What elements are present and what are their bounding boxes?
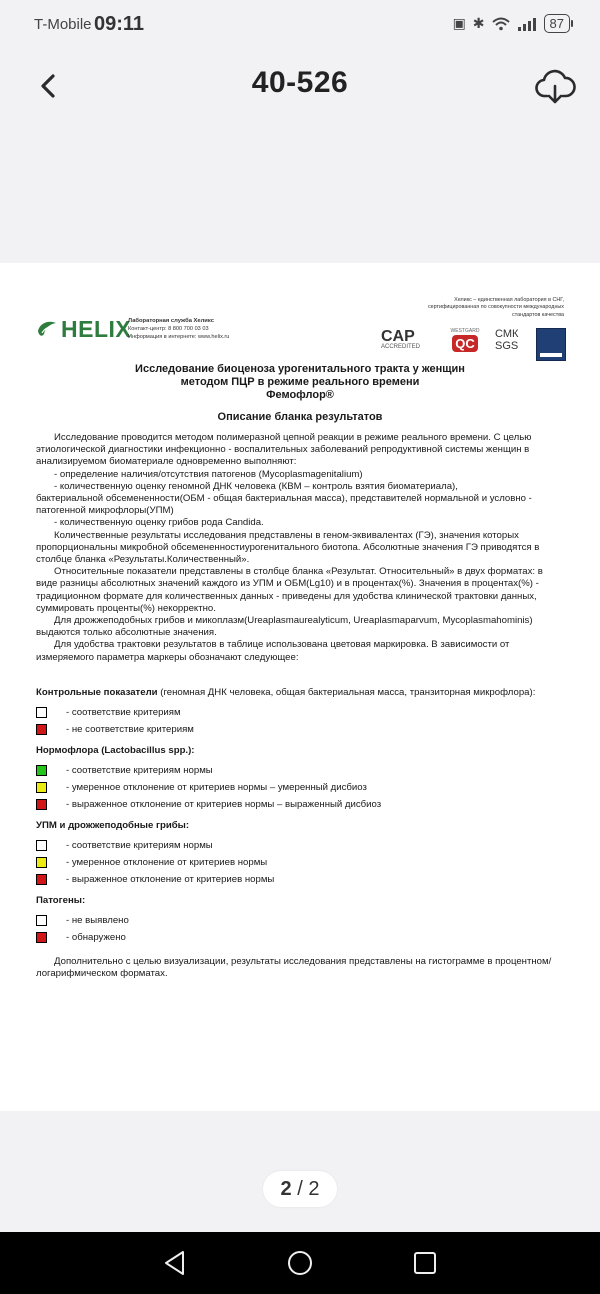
westgard-qc-badge: WESTGARD QC [450,328,480,351]
paragraph: Исследование проводится методом полимеразной цепной реакции в режиме реального времени. С целью этиологической диагностики инфекционно - воспалительных заболеваний репродуктивной системы женщин в анализируемом биоматериале одновременно выполняют: [36,432,532,468]
nav-back-icon[interactable] [161,1249,189,1277]
nav-home-icon[interactable] [286,1249,314,1277]
app-header [0,56,600,116]
status-bar [0,0,600,48]
clock: 09:11 [94,13,145,35]
signal-icon [517,17,537,31]
marker-red [36,799,47,810]
cmk-sgs-badge: СМК SGS [495,328,519,352]
legend-item: - выраженное отклонение от критериев нормы [36,871,562,888]
helix-leaf-icon [36,319,58,339]
marker-red [36,932,47,943]
legend-item: - не выявлено [36,912,562,929]
cap-badge: CAP ACCREDITED [381,328,421,350]
legend-group-normoflora: Нормофлора (Lactobacillus spp.): - соответствие критериям нормы - умеренное отклонение от критериев нормы – умеренный дисбиоз - выраженное отклонение от критериев нормы – выраженный дисбиоз [36,745,562,813]
marker-red [36,724,47,735]
final-paragraph: Дополнительно с целью визуализации, результаты исследования представлены на гистограмме в процентном/логарифмическом форматах. [36,956,552,980]
battery-indicator: 87 [544,14,570,33]
paragraph: Для дрожжеподобных грибов и микоплазм(Ureaplasmaurealyticum, Ureaplasmaparvum, Mycoplasmahominis) выдаются только абсолютные значения. [36,615,533,639]
color-legend [36,687,562,953]
nav-recents-icon[interactable] [411,1249,439,1277]
lab-website: Информация в интернете: www.helix.ru [128,334,230,340]
carrier-label: T-Mobile [34,16,92,33]
marker-green [36,765,47,776]
document-title: Исследование биоценоза урогенитального тракта у женщин методом ПЦР в режиме реального времени Фемофлор® [135,363,465,401]
wifi-icon [492,17,510,31]
marker-white [36,915,47,926]
cloud-download-icon[interactable] [534,66,576,108]
legend-item: - не соответствие критериям [36,721,562,738]
logo-text: HELIX [61,315,132,342]
legend-item: - соответствие критериям нормы [36,762,562,779]
paragraph: - количественную оценку грибов рода Candida. [54,517,264,529]
system-nav-bar [0,1232,600,1294]
legend-group-pathogens: Патогены: - не выявлено - обнаружено [36,895,562,946]
legend-group-upm: УПМ и дрожжеподобные грибы: - соответствие критериям нормы - умеренное отклонение от критериев нормы - выраженное отклонение от критериев нормы [36,820,562,888]
document-page [0,263,600,1111]
paragraph: бактериальной обсемененности(ОБМ - общая бактериальная масса), представителей нормальной и условно - патогенной микрофлоры(УПМ) [36,493,532,517]
marker-white [36,840,47,851]
helix-logo [36,316,136,342]
paragraph: Количественные результаты исследования представлены в геном-эквивалентах (ГЭ), значения которых пропорциональны микробной обсемененностиурогенитального биотопа. Абсолютные значения ГЭ приводятся в столбце бланка «Результаты.Количественный». [36,529,540,566]
marker-red [36,874,47,885]
legend-item: - выраженное отклонение от критериев нормы – выраженный дисбиоз [36,796,562,813]
bluetooth-icon: ✱ [472,15,485,31]
legend-item: - умеренное отклонение от критериев нормы [36,854,562,871]
lab-info [128,317,229,341]
paragraph: Относительные показатели представлены в столбце бланка «Результат. Относительный» в двух форматах: в виде разницы абсолютных значений каждого из УПМ и ОБМ(Lg10) и в процентах(%). Значения в процентах(%) - традиционном формате для количественных данных - приведены для удобства клинической трактовки данных, суммировать проценты(%) некорректно. [36,566,543,614]
paragraph: Для удобства трактовки результатов в таблице использована цветовая маркировка. В зависимости от измеряемого параметра маркеры обозначают следующее: [36,639,510,663]
legend-item: - соответствие критериям [36,704,562,721]
iso-badge [536,328,566,361]
document-subtitle: Описание бланка результатов [217,411,383,423]
certification-text: Хеликс – единственная лаборатория в СНГ, сертифицированная по совокупности международных стандартов качества [427,297,564,318]
marker-yellow [36,782,47,793]
nfc-icon: ▣ [452,15,466,31]
legend-item: - обнаружено [36,929,562,946]
marker-white [36,707,47,718]
paragraph: - количественную оценку геномной ДНК человека (КВМ – контроль взятия биоматериала), [54,480,458,492]
page-indicator: 2 / 2 [263,1171,337,1207]
description-text [36,432,562,664]
status-icons [453,14,570,33]
paragraph: - определение наличия/отсутствия патогенов (Mycoplasmagenitalium) [54,468,363,480]
lab-phone: Контакт-центр: 8 800 700 03 03 [128,326,209,332]
page-title: 40-526 [251,66,349,99]
legend-item: - умеренное отклонение от критериев нормы – умеренный дисбиоз [36,779,562,796]
legend-item: - соответствие критериям нормы [36,837,562,854]
lab-name: Лабораторная служба Хеликс [128,318,214,324]
certification-badges [381,328,566,360]
legend-group-control: Контрольные показатели (геномная ДНК человека, общая бактериальная масса, транзиторная микрофлора): - соответствие критериям - не соответствие критериям [36,687,562,738]
marker-yellow [36,857,47,868]
